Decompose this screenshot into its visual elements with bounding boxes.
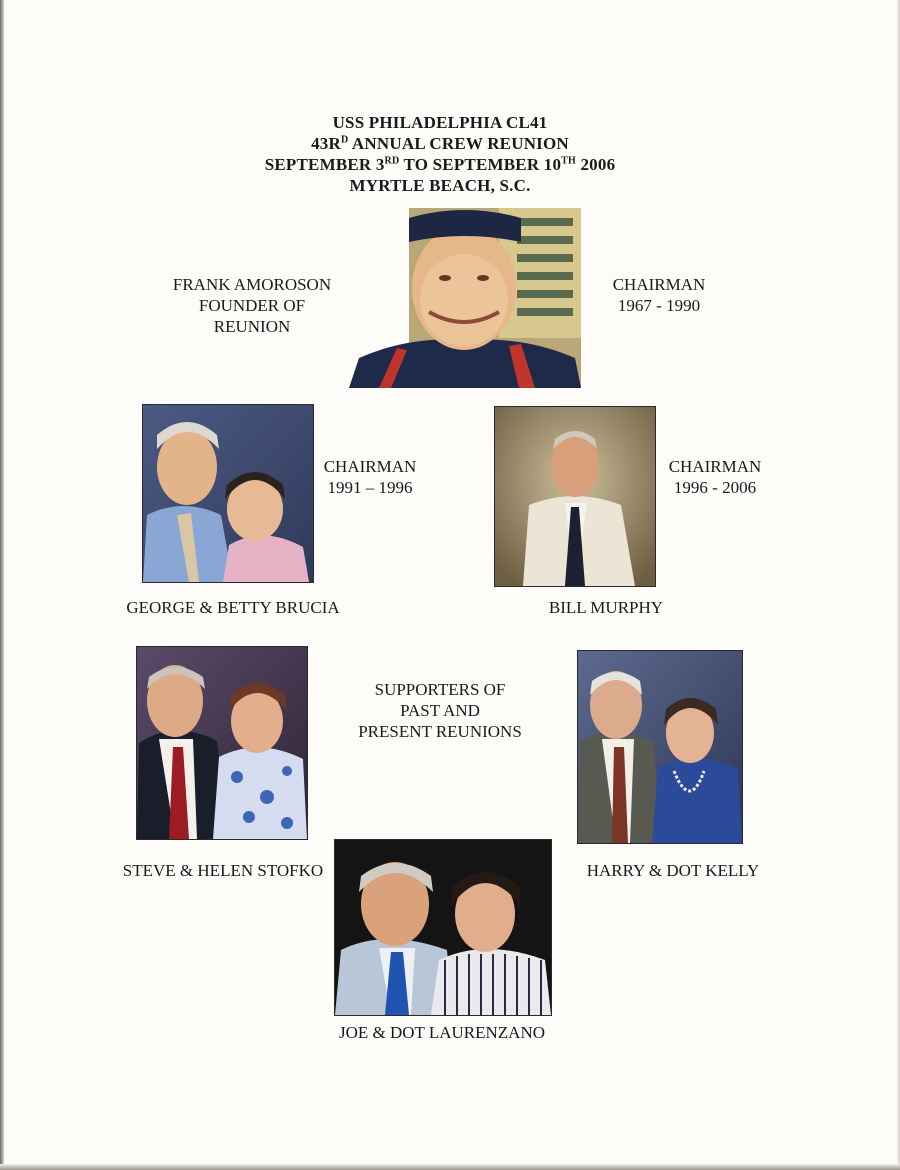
laurenzano-photo xyxy=(334,839,552,1016)
founder-photo xyxy=(349,208,581,388)
page-bottom-edge xyxy=(0,1164,900,1170)
heading-dates: SEPTEMBER 3RD TO SEPTEMBER 10TH 2006 xyxy=(264,155,616,174)
founder-chair-tenure: CHAIRMAN 1967 - 1990 xyxy=(612,275,706,315)
kelly-name: HARRY & DOT KELLY xyxy=(586,861,760,880)
heading-ship-name: USS PHILADELPHIA CL41 xyxy=(332,113,548,132)
founder-caption: FRANK AMOROSON FOUNDER OF REUNION xyxy=(172,275,332,336)
brucia-chair-tenure: CHAIRMAN 1991 – 1996 xyxy=(323,457,417,497)
page-binding-edge xyxy=(0,0,4,1170)
supporters-caption: SUPPORTERS OF PAST AND PRESENT REUNIONS xyxy=(358,680,522,741)
murphy-name: BILL MURPHY xyxy=(548,598,664,617)
murphy-photo xyxy=(494,406,656,587)
stofko-photo xyxy=(136,646,308,840)
heading-location: MYRTLE BEACH, S.C. xyxy=(349,176,531,195)
reunion-heading xyxy=(200,112,680,196)
laurenzano-name: JOE & DOT LAURENZANO xyxy=(338,1023,546,1042)
heading-reunion-title: $43R^D$ ANNUAL CREW REUNION xyxy=(311,134,569,153)
brucia-name: GEORGE & BETTY BRUCIA xyxy=(126,598,340,617)
stofko-name: STEVE & HELEN STOFKO xyxy=(122,861,324,880)
kelly-photo xyxy=(577,650,743,844)
brucia-photo xyxy=(142,404,314,583)
murphy-chair-tenure: CHAIRMAN 1996 - 2006 xyxy=(668,457,762,497)
